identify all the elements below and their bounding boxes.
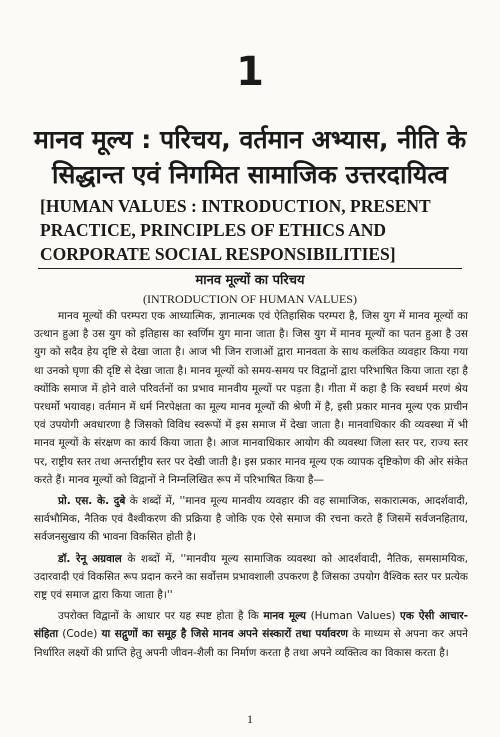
title-divider [38, 268, 462, 269]
title-line: PRACTICE, PRINCIPLES OF ETHICS AND [40, 220, 387, 240]
title-line: [HUMAN VALUES : INTRODUCTION, PRESENT [40, 196, 431, 216]
title-line: CORPORATE SOCIAL RESPONSIBILITIES] [40, 244, 396, 264]
body-text [34, 307, 468, 665]
paragraph: मानव मूल्यों की परम्परा एक आध्यात्मिक, ज्ञानात्मक एवं ऐतिहासिक परम्परा है, जिस युग में मानव मूल्यों का उत्थान हुआ है उस युग को इतिहास का स्वर्णिम युग माना जाता है। जिस युग में मानव मूल्यों का पतन हुआ है उस युग को सदैव हेय दृष्टि से देखा जाता है। आज भी जिन राजाओं द्वारा मानवता के साथ कलंकित व्यवहार किया गया था उनको घृणा की दृष्टि से देखा जाता है। मानव मूल्यों को समय-समय पर विद्वानों द्वारा परिभाषित किया जाता रहा है क्योंकि समाज में होने वाले परिवर्तनों का प्रभाव मानवीय मूल्यों पर पड़ता है। गीता में कहा है कि स्वधर्म मरणं श्रेय परधर्मो भयावह। वर्तमान में धर्म निरपेक्षता का मूल्य मानव मूल्यों की श्रेणी में है, इसी प्रकार मानव मूल्य एक प्राचीन एवं उपयोगी अवधारणा है जिसको विविध स्वरूपों में इस समाज में देखा जाता है। मानवाधिकार की व्यवस्था में भी मानव मूल्यों के संरक्षण का कार्य किया जाता है। आज मानवाधिकार आयोग की व्यवस्था जिला स्तर पर, राज्य स्तर पर, राष्ट्रीय स्तर तथा अन्तर्राष्ट्रीय स्तर पर देखी जाती है। इस प्रकार मानव मूल्य एक व्यापक दृष्टिकोण की ओर संकेत करते हैं। मानव मूल्यों को विद्वानों ने निम्नलिखित रूप में परिभाषित किया है— [34, 310, 468, 486]
chapter-number: 1 [236, 49, 264, 95]
page-number: 1 [247, 712, 253, 726]
chapter-title-hindi: मानव मूल्य : परिचय, वर्तमान अभ्यास, नीति के सिद्धान्त एवं निगमित सामाजिक उत्तरदायित्व [33, 125, 467, 189]
chapter-title-english [40, 194, 470, 266]
text-run: (Code) [58, 628, 102, 641]
paragraph [34, 492, 468, 547]
paragraph [34, 550, 468, 605]
quoted-author: डॉ. रेनू अग्रवाल [58, 552, 122, 565]
text-run: उपरोक्त विद्वानों के आधार पर यह स्पष्ट होता है कि [58, 610, 264, 623]
section-heading-english: (INTRODUCTION OF HUMAN VALUES) [143, 292, 357, 306]
bold-term: मानव मूल्य [263, 610, 307, 623]
paragraph [34, 607, 468, 662]
bold-term: या सद्गुणों का समूह है जिसे मानव अपने संस्कारों तथा पर्यावरण [101, 628, 349, 641]
text-run: (Human Values) [306, 610, 401, 623]
text-run: के माध्यम से अपना कर अपने निर्धारित लक्ष्यों की प्राप्ति हेतु अपनी जीवन-शैली का निर्माण करता है तथा अपने व्यक्तित्व का विकास करता है। [34, 628, 468, 659]
quoted-author: प्रो. एस. के. दुबे [58, 495, 126, 508]
section-heading-hindi: मानव मूल्यों का परिचय [195, 273, 305, 288]
quote-text: के शब्दों में, ''मानवीय मूल्य सामाजिक व्यवस्था को आदर्शवादी, नैतिक, समसामयिक, उदारवादी एवं विकसित रूप प्रदान करने का सर्वोत्तम प्रभावशाली उपकरण है जिसका उपयोग वैश्विक स्तर पर प्रत्येक राष्ट्र एवं समाज द्वारा किया जाता है।'' [34, 552, 468, 602]
quote-text: के शब्दों में, ''मानव मूल्य मानवीय व्यवहार की वह सामाजिक, सकारात्मक, आदर्शवादी, सार्वभौमिक, नैतिक एवं वैश्वीकरण की प्रक्रिया है जोकि एक ऐसे समाज की रचना करते हैं जिसमें सर्वजनहिताय, सर्वजनसुखाय की भावना विकसित होती है। [34, 495, 468, 544]
bold-term: एक ऐसी आचार-संहिता [34, 610, 468, 641]
